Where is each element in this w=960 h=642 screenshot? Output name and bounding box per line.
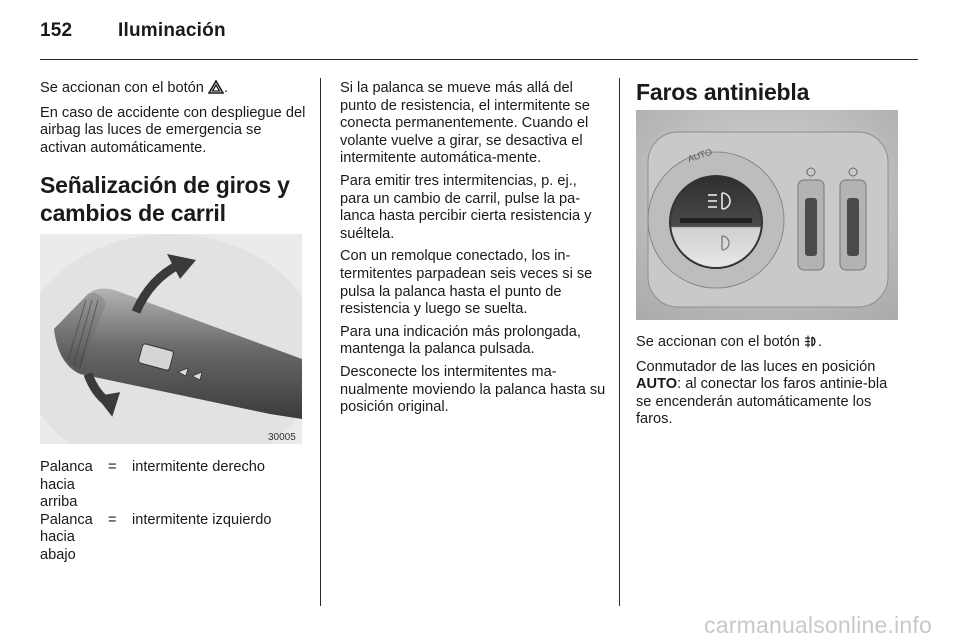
auto-keyword: AUTO: [636, 376, 678, 393]
definition-separator: =: [108, 459, 117, 475]
hazard-text: Se accionan con el botón: [40, 80, 204, 96]
airbag-paragraph: En caso de accidente con despliegue del airbag las luces de emergencia se activan automáticamente.: [40, 104, 306, 156]
definition-list: [40, 459, 306, 565]
page-header: [40, 20, 226, 42]
auto-paragraph-rest: : al conectar los faros antinie-bla se encenderán automáticamente los faros.: [636, 376, 888, 428]
auto-label: AUTO: [686, 146, 714, 164]
turn-signal-lever-figure: [40, 234, 302, 444]
definition-description: intermitente derecho: [132, 459, 266, 475]
page-number: 152: [40, 20, 73, 41]
fog-lights-text: [636, 334, 902, 434]
fog-button-paragraph: Se accionan con el botón .: [636, 334, 902, 354]
fog-light-icon: [804, 335, 818, 354]
paragraph: Con un remolque conectado, los in-termitentes parpadean seis veces si se pulsa la palanca hasta el punto de resistencia y luego se suelta.: [340, 248, 593, 318]
header-rule: [40, 59, 918, 60]
turn-signal-heading: Señalización de giros y cambios de carril: [40, 172, 290, 227]
paragraph: Desconecte los intermitentes ma-nualmente moviendo la palanca hasta su posición original.: [340, 363, 606, 416]
hazard-paragraph: Se accionan con el botón .: [40, 80, 306, 100]
section-title: Iluminación: [118, 20, 226, 41]
paragraph: Para emitir tres intermitencias, p. ej., para un cambio de carril, pulse la pa-lanca hasta percibir cierta resistencia y suéltela.: [340, 172, 592, 242]
column-divider-1: [320, 78, 321, 606]
definition-term: Palanca hacia abajo: [40, 511, 93, 563]
fog-light-switch-figure: [636, 110, 898, 320]
definition-term: Palanca hacia arriba: [40, 459, 93, 511]
auto-paragraph: [636, 359, 902, 429]
column-1: [40, 78, 306, 227]
fog-lights-heading: Faros antiniebla: [636, 79, 810, 105]
paragraph: Para una indicación más prolongada, mantenga la palanca pulsada.: [340, 323, 581, 358]
column-divider-2: [619, 78, 620, 606]
column-3: [636, 78, 902, 106]
auto-paragraph-prefix: Conmutador de las luces en posición: [636, 358, 876, 375]
definition-description: intermitente izquierdo: [132, 511, 272, 528]
definition-separator: =: [108, 511, 117, 528]
paragraph: Si la palanca se mueve más allá del punto de resistencia, el intermitente se conecta permanentemente. Cuando el volante vuelve a girar, se desactiva el intermitente automática-mente.: [340, 80, 590, 167]
figure-code: 30005: [268, 432, 296, 443]
watermark: carmanualsonline.info: [704, 612, 932, 638]
column-2: [340, 78, 606, 422]
definition-row: [40, 512, 306, 565]
fog-button-text: Se accionan con el botón: [636, 334, 800, 350]
definition-row: [40, 459, 306, 512]
hazard-triangle-icon: [208, 80, 224, 100]
